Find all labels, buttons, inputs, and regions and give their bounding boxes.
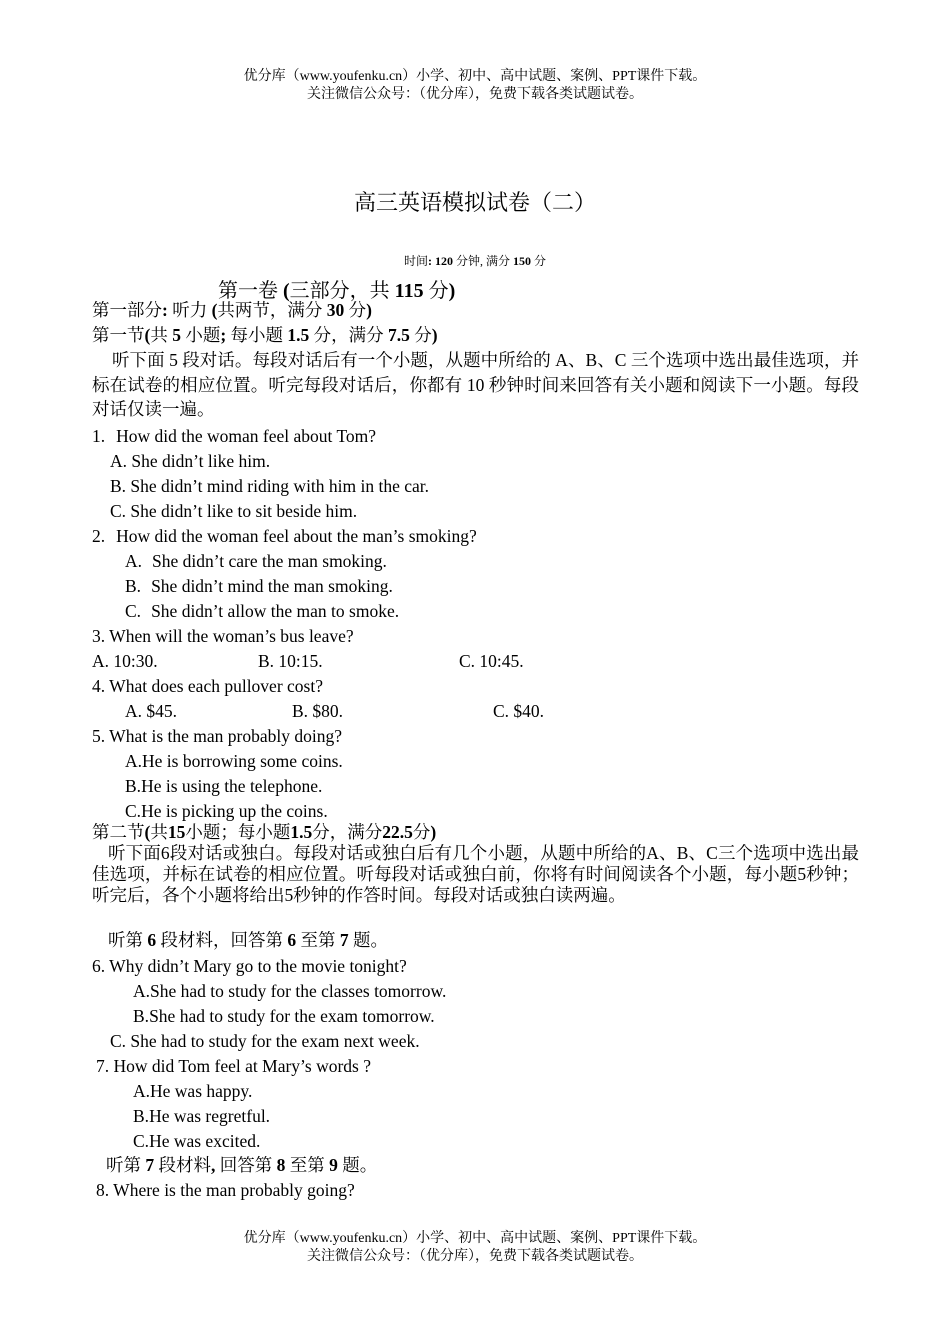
q1-option-c: C. She didn’t like to sit beside him.	[110, 501, 358, 521]
material-7-instruction: 听第 7 段材料, 回答第 8 至第 9 题。	[106, 1155, 378, 1175]
section2-instructions: 听下面6段对话或独白。每段对话或独白后有几个小题，从题中所给的A、B、C三个选项中选出最佳选项，并标在试卷的相应位置。听每段对话或独白前，你将有时间阅读各个小题，每小题5秒钟；听完后，各个小题将给出5秒钟的作答时间。每段对话或独白读两遍。	[92, 843, 859, 905]
footer-line-1: 优分库（www.youfenku.cn）小学、初中、高中试题、案例、PPT课件下载。	[243, 1231, 707, 1246]
q7-option-b: B.He was regretful.	[133, 1106, 271, 1126]
material-6-instruction: 听第 6 段材料，回答第 6 至第 7 题。	[108, 930, 388, 950]
question-8: 8. Where is the man probably going?	[96, 1180, 355, 1200]
q2-option-b: B. She didn’t mind the man smoking.	[125, 576, 393, 596]
q7-option-c: C.He was excited.	[133, 1131, 261, 1151]
exam-meta: 时间: 120 分钟, 满分 150 分	[403, 254, 547, 268]
footer-line-2: 关注微信公众号：（优分库），免费下载各类试题试卷。	[307, 1249, 643, 1264]
q1-option-b: B. She didn’t mind riding with him in the car.	[110, 476, 430, 496]
question-4: 4. What does each pullover cost?	[92, 676, 323, 696]
q6-option-b: B.She had to study for the exam tomorrow.	[133, 1006, 435, 1026]
q5-option-a: A.He is borrowing some coins.	[125, 751, 343, 771]
question-3: 3. When will the woman’s bus leave?	[92, 626, 354, 646]
q7-option-a: A.He was happy.	[133, 1081, 253, 1101]
question-1: 1. How did the woman feel about Tom?	[92, 426, 377, 446]
question-7: 7. How did Tom feel at Mary’s words ?	[96, 1056, 372, 1076]
question-6: 6. Why didn’t Mary go to the movie tonight?	[92, 956, 407, 976]
q4-option-b: B. $80.	[292, 701, 344, 721]
header-line-1: 优分库（www.youfenku.cn）小学、初中、高中试题、案例、PPT课件下载。	[243, 69, 707, 84]
q3-option-b: B. 10:15.	[258, 651, 323, 671]
part1-heading: 第一部分: 听力 (共两节，满分 30 分)	[92, 300, 372, 320]
q4-option-c: C. $40.	[493, 701, 545, 721]
q1-option-a: A. She didn’t like him.	[110, 451, 271, 471]
q3-option-c: C. 10:45.	[459, 651, 524, 671]
question-5: 5. What is the man probably doing?	[92, 726, 342, 746]
question-2: 2. How did the woman feel about the man’s smoking?	[92, 526, 477, 546]
section2-heading: 第二节(共15小题；每小题1.5分，满分22.5分)	[92, 822, 437, 842]
volume-heading: 第一卷 (三部分，共 115 分)	[218, 280, 456, 302]
q2-option-a: A. She didn’t care the man smoking.	[125, 551, 387, 571]
section1-heading: 第一节(共 5 小题; 每小题 1.5 分，满分 7.5 分)	[92, 325, 438, 345]
q5-option-b: B.He is using the telephone.	[125, 776, 323, 796]
q6-option-c: C. She had to study for the exam next week.	[110, 1031, 420, 1051]
q5-option-c: C.He is picking up the coins.	[125, 801, 328, 821]
q4-option-a: A. $45.	[125, 701, 178, 721]
header-line-2: 关注微信公众号：（优分库），免费下载各类试题试卷。	[307, 87, 643, 102]
page-title: 高三英语模拟试卷（二）	[353, 190, 596, 215]
q2-option-c: C. She didn’t allow the man to smoke.	[125, 601, 400, 621]
q6-option-a: A.She had to study for the classes tomorrow.	[133, 981, 447, 1001]
section1-instructions: 听下面 5 段对话。每段对话后有一个小题，从题中所给的 A、B、C 三个选项中选出最佳选项，并标在试卷的相应位置。听完每段对话后，你都有 10 秒钟时间来回答有关小题和阅读下一小题。每段对话仅读一遍。	[92, 350, 859, 419]
q3-option-a: A. 10:30.	[92, 651, 158, 671]
